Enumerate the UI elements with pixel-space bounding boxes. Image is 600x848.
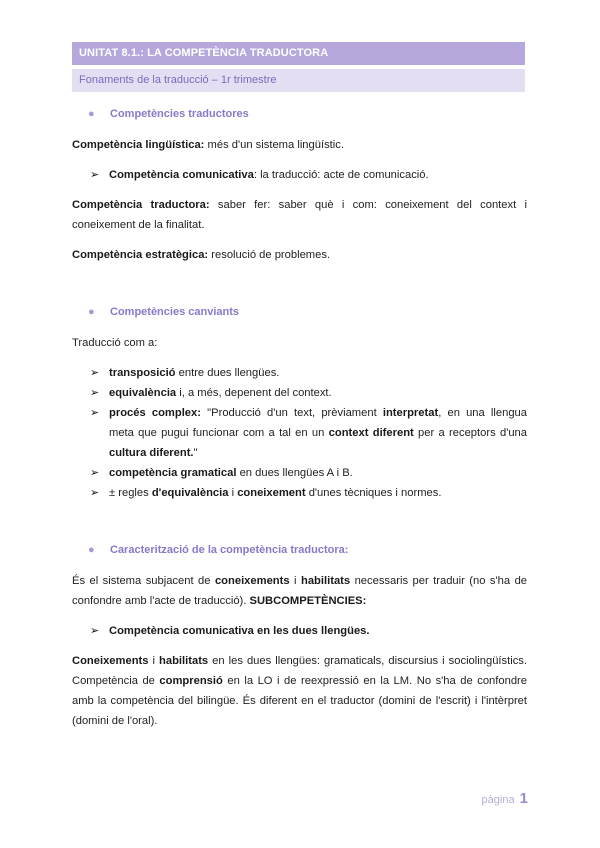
section-heading-caracteritzacio: ● Caracterització de la competència traductora: <box>88 544 349 556</box>
paragraph-sistema-subjacent: És el sistema subjacent de coneixements i habilitats necessaris per traduir (no s'ha de confondre amb l'acte de traducció). SUBCOMPETÈNCIES: <box>72 575 528 607</box>
bullet-icon: ● <box>88 306 95 318</box>
arrow-item-competencia-comunicativa-dues-llengues: ➢ Competència comunicativa en les dues llengües. <box>72 621 527 641</box>
paragraph-competencia-traductora: Competència traductora: saber fer: saber què i com: coneixement del context i coneixement de la finalitat. <box>72 199 527 231</box>
arrow-item-proces-complex: ➢ procés complex: "Producció d'un text, prèviament interpretat, en una llengua meta que pugui funcionar com a tal en un context diferent per a receptors d'una cultura diferent." <box>72 403 527 463</box>
arrow-item-transposicio: ➢ transposició entre dues llengües. <box>72 363 527 383</box>
arrow-bullet-icon: ➢ <box>90 467 100 479</box>
paragraph-competencia-estrategica: Competència estratègica: resolució de problemes. <box>72 249 331 261</box>
document-body <box>72 108 527 731</box>
section-heading-competencies-traductores: ● Competències traductores <box>88 108 249 120</box>
arrow-bullet-icon: ➢ <box>90 407 100 419</box>
bullet-icon: ● <box>88 108 95 120</box>
arrow-item-competencia-comunicativa: ➢ Competència comunicativa: la traducció: acte de comunicació. <box>72 165 527 185</box>
arrow-item-competencia-gramatical: ➢ competència gramatical en dues llengües A i B. <box>72 463 527 483</box>
page-number: pàgina 1 <box>481 790 528 807</box>
arrow-bullet-icon: ➢ <box>90 367 100 379</box>
arrow-bullet-icon: ➢ <box>90 625 100 637</box>
paragraph-traduccio-com-a: Traducció com a: <box>72 337 158 349</box>
arrow-item-regles-equivalencia: ➢ ± regles d'equivalència i coneixement d'unes tècniques i normes. <box>72 483 527 503</box>
unit-subtitle: Fonaments de la traducció – 1r trimestre <box>72 69 525 92</box>
paragraph-competencia-linguistica: Competència lingüística: més d'un sistema lingüístic. <box>72 139 344 151</box>
arrow-bullet-icon: ➢ <box>90 387 100 399</box>
arrow-item-equivalencia: ➢ equivalència i, a més, depenent del context. <box>72 383 527 403</box>
paragraph-coneixements-habilitats: Coneixements i habilitats en les dues llengües: gramaticals, discursius i sociolingüístics. Competència de comprensió en la LO i de reexpressió en la LM. No s'ha de confondre amb la competència del bilingüe. És diferent en el traductor (domini de l'escrit) i l'intèrpret (domini de l'oral). <box>72 655 528 727</box>
arrow-bullet-icon: ➢ <box>90 487 100 499</box>
arrow-bullet-icon: ➢ <box>90 169 100 181</box>
bullet-icon: ● <box>88 544 95 556</box>
unit-title: UNITAT 8.1.: LA COMPETÈNCIA TRADUCTORA <box>72 42 525 65</box>
section-heading-competencies-canviants: ● Competències canviants <box>88 306 239 318</box>
